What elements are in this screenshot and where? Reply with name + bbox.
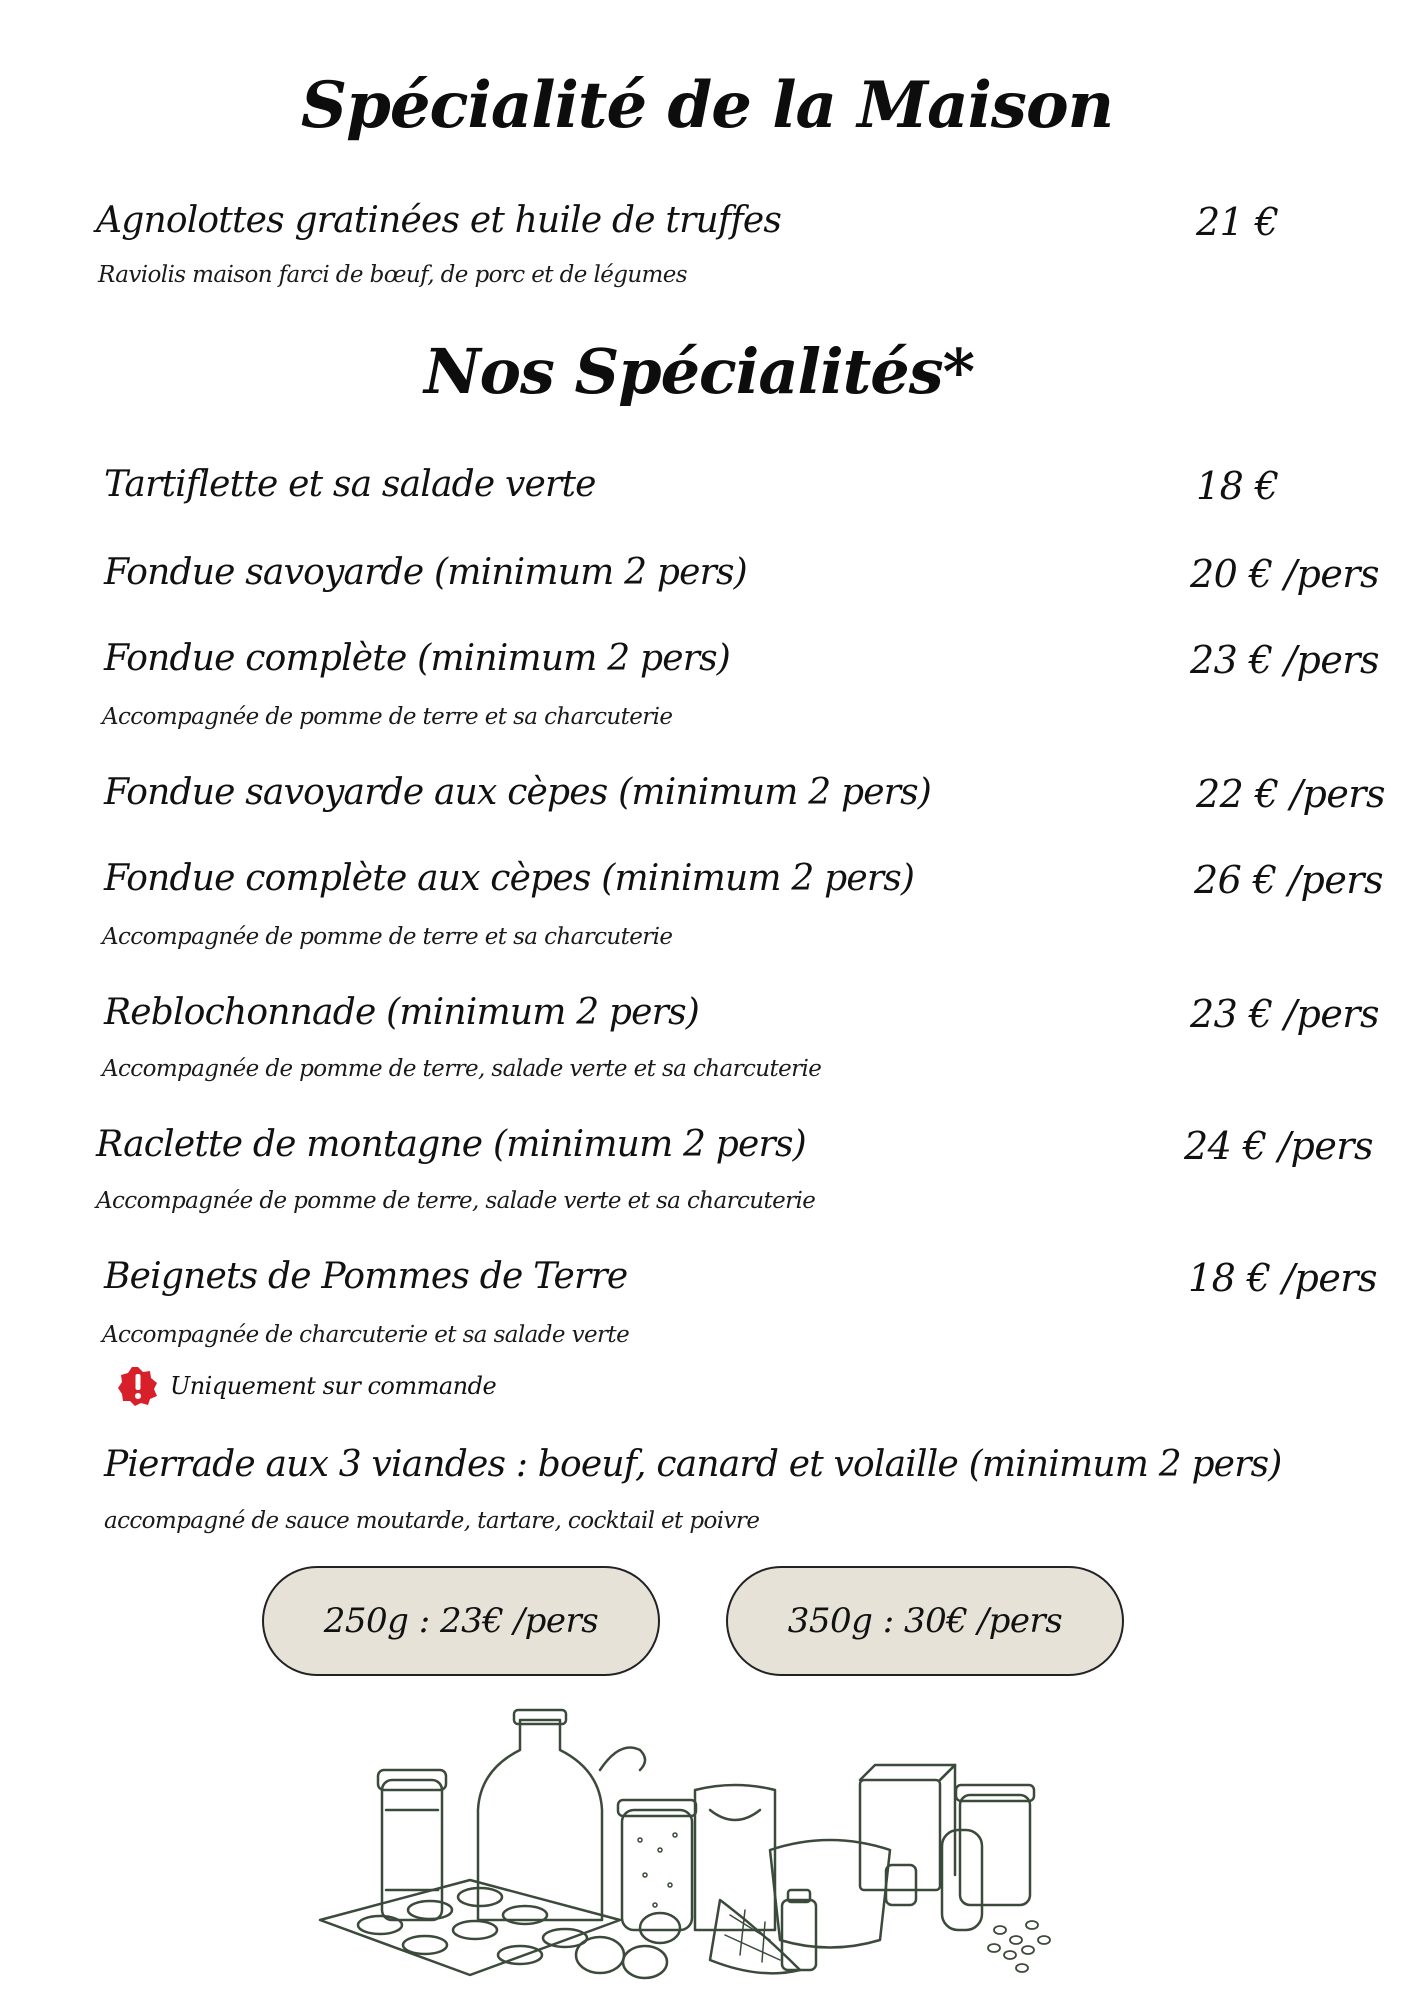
portion-label: 350g : 30€ /pers [787, 1601, 1063, 1641]
menu-item-price: 23 € /pers [1190, 992, 1379, 1036]
menu-item-name: Reblochonnade (minimum 2 pers) [104, 992, 700, 1033]
menu-item-name: Tartiflette et sa salade verte [104, 464, 596, 505]
menu-item-price: 20 € /pers [1190, 552, 1379, 596]
portion-350g-pill [726, 1566, 1124, 1676]
menu-item-name: Fondue savoyarde aux cèpes (minimum 2 pers) [104, 772, 932, 813]
menu-item-price: 23 € /pers [1190, 638, 1379, 682]
house-item-desc: Raviolis maison farci de bœuf, de porc et de légumes [98, 262, 687, 288]
portion-250g-pill [262, 1566, 660, 1676]
house-item-price: 21 € [1196, 200, 1279, 244]
menu-item-desc: Accompagnée de pomme de terre et sa charcuterie [102, 924, 673, 950]
menu-item-name: Raclette de montagne (minimum 2 pers) [96, 1124, 806, 1165]
house-item-name: Agnolottes gratinées et huile de truffes [96, 200, 782, 241]
menu-item-price: 22 € /pers [1196, 772, 1385, 816]
menu-item-name: Beignets de Pommes de Terre [104, 1256, 628, 1297]
menu-item-desc: Accompagnée de pomme de terre, salade verte et sa charcuterie [96, 1188, 816, 1214]
menu-item-desc: accompagné de sauce moutarde, tartare, cocktail et poivre [104, 1508, 760, 1534]
menu-item-name: Fondue savoyarde (minimum 2 pers) [104, 552, 747, 593]
menu-item-price: 26 € /pers [1194, 858, 1383, 902]
menu-item-price: 18 € /pers [1188, 1256, 1377, 1300]
house-special-heading: Spécialité de la Maison [300, 68, 1114, 143]
menu-item-price: 18 € [1196, 464, 1279, 508]
exclamation-warning-icon [118, 1366, 158, 1406]
menu-item-desc: Accompagnée de charcuterie et sa salade verte [102, 1322, 630, 1348]
specialities-heading: Nos Spécialités* [423, 335, 975, 408]
menu-item-name: Fondue complète (minimum 2 pers) [104, 638, 731, 679]
menu-item-name: Fondue complète aux cèpes (minimum 2 pers) [104, 858, 915, 899]
pantry-ingredients-illustration [300, 1700, 1060, 1990]
menu-item-desc: Accompagnée de pomme de terre, salade verte et sa charcuterie [102, 1056, 822, 1082]
menu-item-desc: Accompagnée de pomme de terre et sa charcuterie [102, 704, 673, 730]
menu-item-name: Pierrade aux 3 viandes : boeuf, canard et volaille (minimum 2 pers) [104, 1444, 1282, 1485]
order-only-note: Uniquement sur commande [170, 1372, 497, 1400]
portion-label: 250g : 23€ /pers [323, 1601, 599, 1641]
menu-item-price: 24 € /pers [1184, 1124, 1373, 1168]
